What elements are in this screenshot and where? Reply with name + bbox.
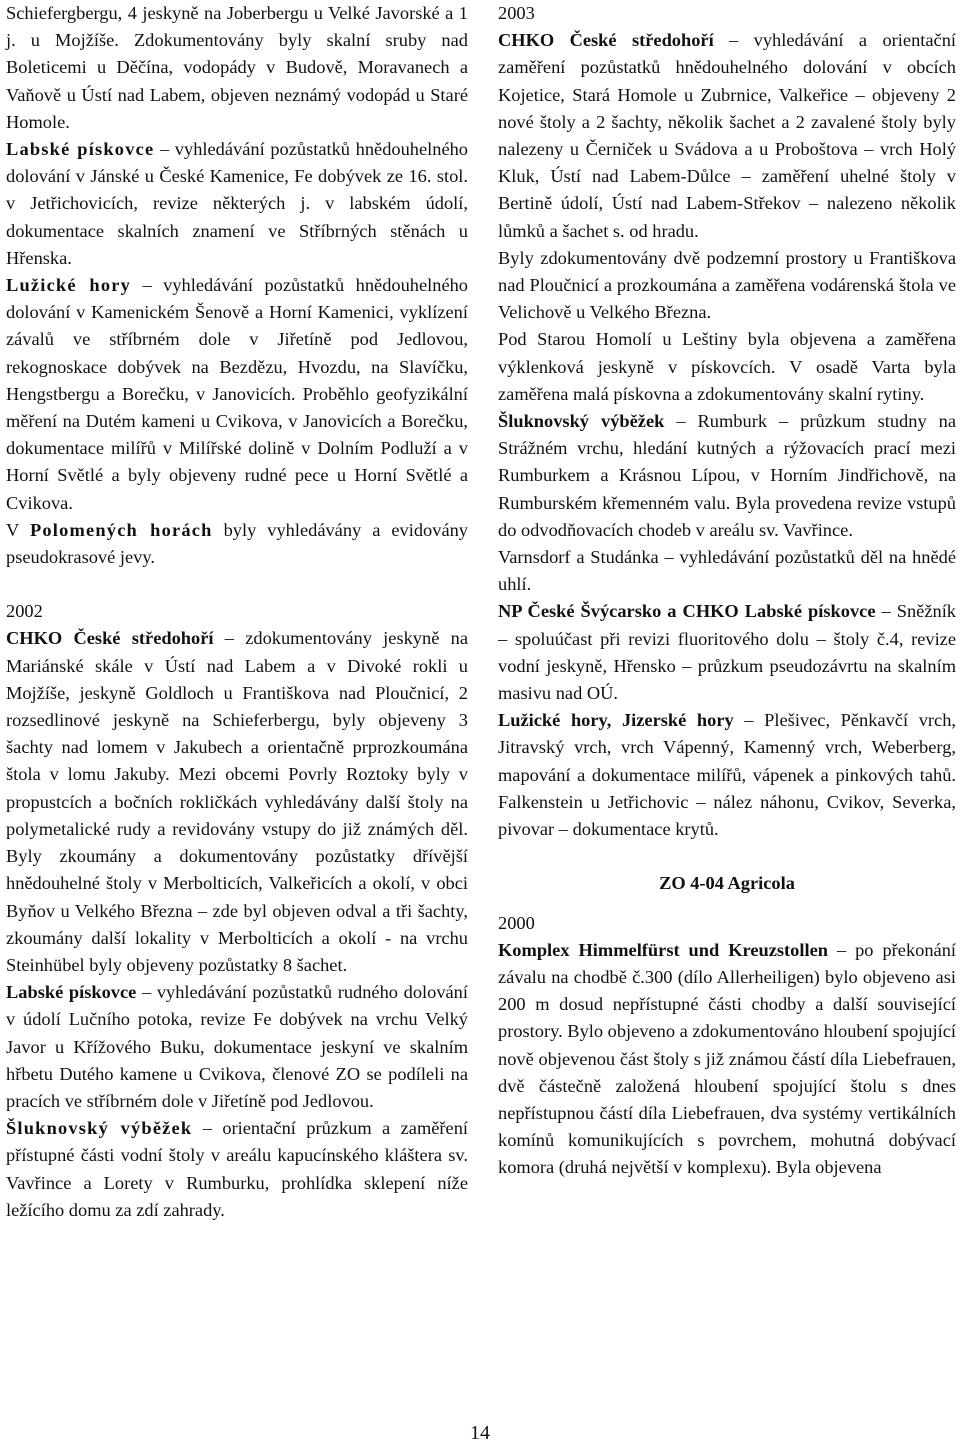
paragraph-text: – orientační průzkum a zaměření přístupné části vodní štoly v areálu kapucínského kláštera sv. Vavřince a Lorety v Rumburku, prohlídka sklepení níže ležícího domu za zdí zahrady.: [6, 1118, 468, 1220]
paragraph: [6, 625, 468, 979]
paragraph: [498, 408, 956, 544]
paragraph-text: Varnsdorf a Studánka – vyhledávání pozůstatků děl na hnědé uhlí.: [498, 547, 956, 595]
paragraph-text: Schiefergbergu, 4 jeskyně na Joberbergu u Velké Javorské a 1 j. u Mojžíše. Zdokumentovány byly skalní sruby nad Boleticemi u Děčína, vodopády v Budově, Moravanech a Vaňově u Ústí nad Labem, objeven neznámý vodopád u Staré Homole.: [6, 3, 468, 132]
paragraph: [498, 707, 956, 843]
spacer: [498, 898, 956, 910]
region-heading: Lužické hory, Jizerské hory: [498, 710, 734, 731]
paragraph: [498, 544, 956, 598]
region-heading: Lužické hory: [6, 275, 131, 296]
paragraph: [498, 27, 956, 245]
year-heading: [6, 598, 468, 625]
paragraph-text: V: [6, 519, 30, 540]
paragraph: [6, 272, 468, 517]
year-text: 2003: [498, 3, 535, 23]
paragraph: [498, 326, 956, 408]
region-heading: Polomených horách: [29, 519, 213, 540]
paragraph-text: Pod Starou Homolí u Leštiny byla objevena a zaměřena výklenková jeskyně v pískovcích. V osadě Varta byla zaměřena malá pískovna a zdokumentovány skalní rytiny.: [498, 329, 956, 404]
region-heading: CHKO České středohoří: [6, 628, 214, 649]
paragraph: [6, 979, 468, 1115]
region-heading: CHKO České středohoří: [498, 30, 714, 51]
paragraph-text: – zdokumentovány jeskyně na Mariánské skále v Ústí nad Labem a v Divoké rokli u Mojžíše, jeskyně Goldloch u Františkova nad Ploučnicí, 2 rozsedlinové jeskyně na Schieferbergu, byly objeveny 3 šachty nad lomem v Jakubech a orientačně prprozkoumána štola v lomu Jakuby. Mezi obcemi Povrly Roztoky byly v propustcích a bočních rokličkách vyhledávány další štoly na polymetalické rudy a revidovány vstupy do již známých děl. Byly zkoumány a dokumentovány pozůstatky dřívější hnědouhelné štoly v Merbolticích, Valkeřicích a okolí, v obci Byňov u Velkého Března – zde byl objeven odval a tři šachty, zkoumány další lokality v Merbolticích a okolí - na vrchu Steinhübel byly objeveny pozůstatky 8 šachet.: [6, 628, 468, 975]
region-heading: Šluknovský výběžek: [498, 411, 665, 432]
paragraph-text: – Sněžník – spoluúčast při revizi fluoritového dolu – štoly č.4, revize vodní jeskyně, Hřensko – průzkum pseudozávrtu na skalním masivu nad OÚ.: [498, 601, 956, 704]
right-column: [498, 0, 956, 1182]
paragraph-text: – vyhledávání pozůstatků hnědouhelného dolování v Kamenickém Šenově a Horní Kamenici, vyklízení závalů ve stříbrném dole v Jiřetíně pod Jedlovou, rekognoskace dobývek na Bezdězu, Hvozdu, na Slavíčku, Hengstbergu a Borečku, v Janovicích. Proběhlo geofyzikální měření na Dutém kameni u Cvikova, v Janovicích a Borečku, dokumentace milířů v Milířské dolině v Dolním Podluží a v Horní Světlé a byly objeveny rudné pece u Horní Světlé a Cvikova.: [6, 275, 468, 513]
paragraph: [498, 937, 956, 1182]
paragraph: [6, 517, 468, 571]
paragraph-text: Byly zdokumentovány dvě podzemní prostory u Františkova nad Ploučnicí a prozkoumána a zaměřena vodárenská štola ve Velichově u Velkého Března.: [498, 247, 956, 323]
region-heading: Komplex Himmelfürst und Kreuzstollen: [498, 939, 828, 960]
year-text: 2002: [6, 601, 43, 622]
region-heading: NP České Švýcarsko a CHKO Labské pískovce: [498, 601, 876, 622]
region-heading: Labské pískovce: [6, 982, 137, 1003]
year-heading: [498, 910, 956, 937]
left-column: [6, 0, 468, 1224]
spacer: [6, 571, 468, 598]
paragraph: [6, 136, 468, 272]
paragraph-text: – vyhledávání pozůstatků hnědouhelného dolování v Jánské u České Kamenice, Fe dobývek ze 16. stol. v Jetřichovicích, revize některých j. v labském údolí, dokumentace skalních znamení ve Stříbrných stěnách u Hřenska.: [6, 139, 469, 268]
paragraph-text: – Plešivec, Pěnkavčí vrch, Jitravský vrch, vrch Vápenný, Kamenný vrch, Weberberg, mapování a dokumentace milířů, vápenek a pinkových tahů. Falkenstein u Jetřichovic – nález náhonu, Cvikov, Severka, pivovar – dokumentace krytů.: [498, 710, 956, 840]
paragraph: [6, 1115, 468, 1224]
paragraph-text: – vyhledávání pozůstatků rudného dolování v údolí Lučního potoka, revize Fe dobývek na vrchu Velký Javor u Křížového Buku, dokumentace jeskyní ve skalním hřbetu Dutého kamene u Cvikova, členové ZO se podíleli na pracích ve stříbrném dole v Jiřetíně pod Jedlovou.: [6, 982, 468, 1111]
paragraph: [498, 245, 956, 327]
paragraph-text: – Rumburk – průzkum studny na Strážném vrchu, hledání kutných a rýžovacích prací mezi Rumburkem a Krásnou Lípou, v Horním Jindřichově, na Rumburském křemenném valu. Byla provedena revize vstupů do odvodňovacích chodeb v areálu sv. Vavřince.: [498, 411, 956, 540]
spacer: [498, 843, 956, 870]
page-number: 14: [470, 1422, 490, 1444]
region-heading: Labské pískovce: [6, 139, 155, 160]
paragraph: [6, 0, 468, 136]
paragraph-text: – po překonání závalu na chodbě č.300 (dílo Allerheiligen) bylo objeveno asi 200 m dosud nepřístupné části chodby a další související prostory. Bylo objeveno a zdokumentováno hloubení spojující nově objevenou část štoly s již známou částí díla Liebefrauen, dvě částečně založená hloubení spojující štolu s dnes nepřístupnou částí díla Liebefrauen, dva systémy vertikálních komínů komunikujících s povrchem, mohutná dobývací komora (druhá největší v komplexu). Byla objevena: [498, 939, 956, 1178]
year-heading: [498, 0, 956, 27]
paragraph-text: – vyhledávání a orientační zaměření pozůstatků hnědouhelného dolování v obcích Kojetice, Stará Homole u Zubrnice, Valkeřice – objeveny 2 nové štoly a 2 šachty, několik šachet a 2 zavalené štoly byly nalezeny u Černiček u Svádova a u Proboštova – vrch Holý Kluk, Ústí nad Labem-Důlce – zaměření uhelné štoly v Bertině údolí, Ústí nad Labem-Střekov – nalezeno několik lůmků a šachet s. od hradu.: [498, 30, 956, 241]
region-heading: Šluknovský výběžek: [6, 1118, 193, 1139]
paragraph: [498, 598, 956, 707]
paragraph-text: byly vyhledávány a evidovány pseudokrasové jevy.: [6, 519, 468, 568]
section-title: ZO 4-04 Agricola: [659, 873, 795, 894]
year-text: 2000: [498, 912, 535, 933]
